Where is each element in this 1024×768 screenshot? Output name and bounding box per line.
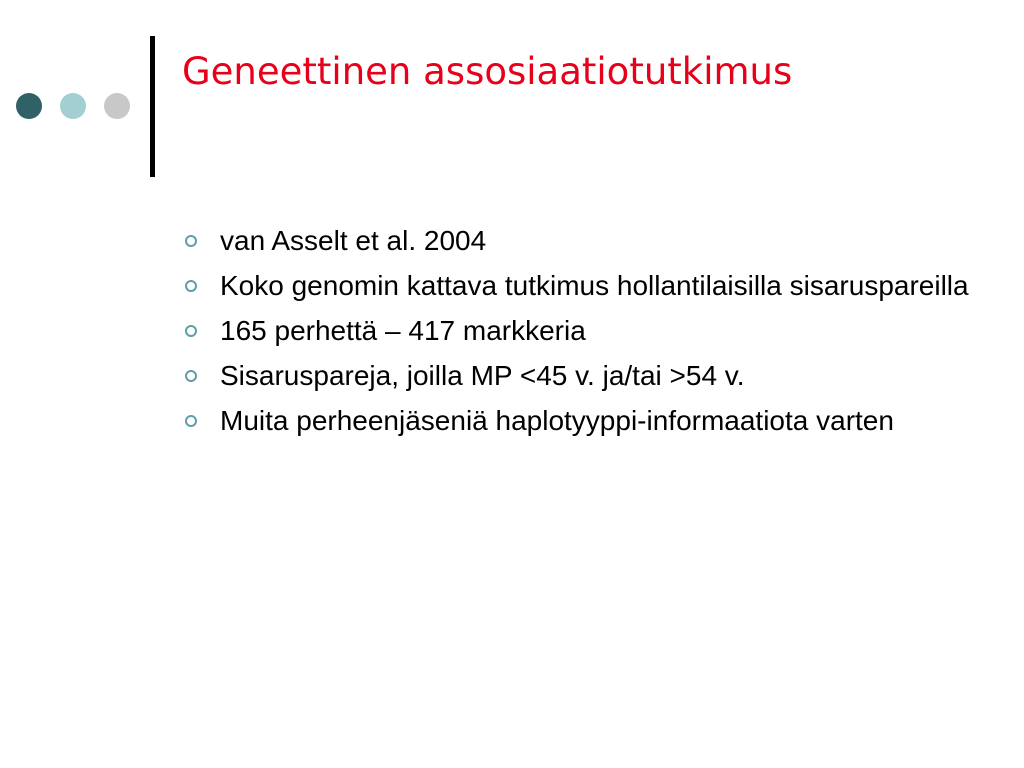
bullet-ring-icon	[185, 415, 197, 427]
bullet-text: Sisaruspareja, joilla MP <45 v. ja/tai >54 v.	[220, 360, 745, 391]
bullet-text: Muita perheenjäseniä haplotyyppi-informaatiota varten	[220, 405, 894, 436]
bullet-item	[183, 267, 973, 305]
bullet-ring-icon	[185, 280, 197, 292]
bullet-text: van Asselt et al. 2004	[220, 225, 487, 256]
decorative-dot-light	[60, 93, 86, 119]
bullet-item	[183, 357, 973, 395]
bullet-list	[183, 222, 973, 447]
decorative-dot-dark	[16, 93, 42, 119]
bullet-ring-icon	[185, 325, 197, 337]
slide-title: Geneettinen assosiaatiotutkimus	[182, 50, 793, 93]
bullet-text: Koko genomin kattava tutkimus hollantilaisilla sisaruspareilla	[220, 270, 969, 301]
title-divider-bar	[150, 36, 155, 177]
bullet-text: 165 perhettä – 417 markkeria	[220, 315, 586, 346]
bullet-item	[183, 222, 973, 260]
bullet-item	[183, 402, 973, 440]
bullet-ring-icon	[185, 235, 197, 247]
bullet-item	[183, 312, 973, 350]
bullet-ring-icon	[185, 370, 197, 382]
decorative-dot-gray	[104, 93, 130, 119]
